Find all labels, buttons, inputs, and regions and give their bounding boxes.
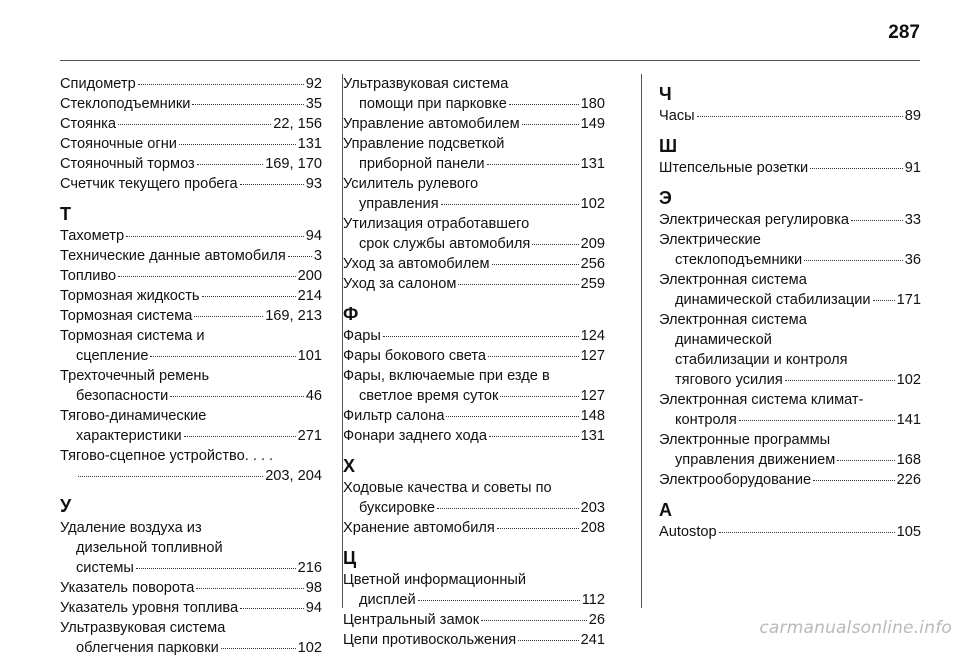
index-entry-line [343,114,605,134]
index-entry-line [60,286,322,306]
index-entry-line [343,154,605,174]
index-letter-heading: Ш [659,136,678,156]
index-entry [60,74,322,94]
index-entry-text: Фары, включаемые при езде в [343,368,550,384]
index-entry-page: 35 [305,96,322,112]
dot-leader [458,284,578,285]
index-entry-page: 93 [305,176,322,192]
index-entry [60,618,322,658]
dot-leader [804,260,903,261]
dot-leader [194,316,263,317]
index-entry-line [659,250,921,270]
watermark: carmanualsonline.info [759,618,952,638]
index-entry [60,286,322,306]
index-entry-page: 259 [580,276,605,292]
index-entry-text: стабилизации и контроля [675,352,848,368]
index-entry [60,226,322,246]
dot-leader [739,420,895,421]
index-entry [343,134,605,174]
dot-leader [221,648,296,649]
index-entry-term: Тормозная система [60,308,193,324]
index-entry-text: Электрические [659,232,761,248]
index-entry [343,114,605,134]
index-entry-term: характеристики [76,428,182,444]
index-entry-term: сцепление [76,348,149,364]
index-entry-page: 131 [580,156,605,172]
index-entry [60,598,322,618]
index-entry-page: 171 [896,292,921,308]
index-entry-term: динамической стабилизации [675,292,871,308]
index-entry-line [343,386,605,406]
index-entry-page: 241 [580,632,605,648]
dot-leader [288,256,312,257]
dot-leader [488,356,579,357]
index-entry-page: 89 [904,108,921,124]
index-entry-line [60,466,322,486]
index-entry [60,306,322,326]
dot-leader [136,568,296,569]
index-entry [343,570,605,610]
index-entry-term: Тахометр [60,228,125,244]
index-entry-line [60,386,322,406]
index-entry-term: Технические данные автомобиля [60,248,286,264]
index-entry-page: 105 [896,524,921,540]
dot-leader [489,436,579,437]
index-entry-term: контроля [675,412,737,428]
dot-leader [197,164,263,165]
dot-leader [184,436,296,437]
dot-leader [179,144,296,145]
index-entry [343,366,605,406]
index-entry [343,478,605,518]
index-entry-line [60,558,322,578]
index-entry-line [60,246,322,266]
index-entry [343,274,605,294]
index-entry-term: Электрооборудование [659,472,812,488]
index-entry [60,266,322,286]
index-entry-line [659,106,921,126]
index-entry-term: управления движением [675,452,836,468]
index-entry-page: 112 [581,592,605,608]
index-entry-text: Удаление воздуха из [60,520,202,536]
index-entry-term: Уход за салоном [343,276,457,292]
index-entry-line [60,174,322,194]
index-entry-line [659,158,921,178]
index-letter-heading: Т [60,204,71,224]
index-column-1 [60,74,322,658]
index-entry-term: тягового усилия [675,372,783,388]
index-entry [659,390,921,430]
index-entry [60,114,322,134]
index-entry [60,446,322,486]
dot-leader [785,380,895,381]
dot-leader [150,356,295,357]
index-entry-term: Уход за автомобилем [343,256,490,272]
index-entry-page: 124 [580,328,605,344]
index-entry-line [60,426,322,446]
dot-leader [481,620,587,621]
index-entry [659,310,921,390]
index-entry [343,214,605,254]
index-entry [659,158,921,178]
index-entry [60,326,322,366]
index-entry-page: 271 [297,428,322,444]
index-entry-text: Тормозная система и [60,328,205,344]
dot-leader [509,104,579,105]
index-entry-page: 26 [588,612,605,628]
index-entry [343,610,605,630]
index-entry-term: Указатель поворота [60,580,195,596]
index-entry [60,94,322,114]
index-entry-line [60,74,322,94]
index-entry-term: дисплей [359,592,416,608]
index-entry-page: 91 [904,160,921,176]
dot-leader [138,84,304,85]
index-entry [659,522,921,542]
dot-leader [383,336,579,337]
dot-leader [851,220,903,221]
index-entry-text: Электронная система [659,312,807,328]
index-entry-page: 203, 204 [265,468,322,484]
index-entry [60,518,322,578]
index-entry-page: 149 [580,116,605,132]
dot-leader [240,608,304,609]
index-entry-line [60,578,322,598]
index-entry-term: Autostop [659,524,717,540]
index-entry-line [659,470,921,490]
index-entry-page: 200 [297,268,322,284]
index-entry [343,518,605,538]
dot-leader [500,396,578,397]
dot-leader [810,168,903,169]
index-entry-term: Электрическая регулировка [659,212,849,228]
index-entry-page: 3 [313,248,322,264]
dot-leader [873,300,895,301]
index-entry-line [343,94,605,114]
index-entry-line [659,370,921,390]
index-entry-text: Управление подсветкой [343,136,505,152]
index-letter-heading: У [60,496,72,516]
index-entry-page: 92 [305,76,322,92]
index-entry-page: 22, 156 [273,116,322,132]
index-entry-term: Управление автомобилем [343,116,520,132]
index-entry-text: Тягово-динамические [60,408,207,424]
index-entry [659,270,921,310]
index-entry-page: 203 [580,500,605,516]
dot-leader [437,508,579,509]
index-entry [60,366,322,406]
index-entry-page: 168 [896,452,921,468]
index-entry-line [60,638,322,658]
index-entry-line [343,274,605,294]
dot-leader [118,276,295,277]
index-entry-page: 36 [904,252,921,268]
index-entry [60,406,322,446]
index-entry-line [60,266,322,286]
index-entry-page: 94 [305,600,322,616]
top-rule [60,60,920,61]
index-letter-heading: Ч [659,84,672,104]
index-entry-term: Указатель уровня топлива [60,600,239,616]
dot-leader [697,116,903,117]
dot-leader [196,588,303,589]
index-entry-page: 102 [297,640,322,656]
dot-leader [522,124,579,125]
index-entry-text: Утилизация отработавшего [343,216,530,232]
index-entry-term: светлое время суток [359,388,499,404]
index-entry-line [343,194,605,214]
index-entry-page: 209 [580,236,605,252]
index-entry-page: 214 [297,288,322,304]
index-entry-text: Ходовые качества и советы по [343,480,552,496]
index-entry [659,210,921,230]
index-entry-line [343,346,605,366]
index-entry [343,406,605,426]
dot-leader [126,236,304,237]
index-entry-line [659,290,921,310]
index-entry-line [60,346,322,366]
index-entry-line [343,518,605,538]
index-entry-term: стеклоподъемники [675,252,803,268]
index-entry-term: Часы [659,108,695,124]
dot-leader [518,640,579,641]
index-entry-term: помощи при парковке [359,96,507,112]
index-letter-heading: Э [659,188,672,208]
index-entry-line [343,234,605,254]
index-entry-text: Усилитель рулевого [343,176,479,192]
index-entry-term: буксировке [359,500,435,516]
index-column-3 [659,74,921,542]
index-entry-text: дизельной топливной [76,540,223,556]
index-entry-page: 94 [305,228,322,244]
index-column-2 [343,74,605,650]
index-entry [60,246,322,266]
index-entry-page: 98 [305,580,322,596]
index-entry-page: 256 [580,256,605,272]
index-entry-page: 102 [580,196,605,212]
index-entry-term: Стояночный тормоз [60,156,195,172]
dot-leader [813,480,895,481]
index-entry-term: Фонари заднего хода [343,428,487,444]
index-entry-term: Топливо [60,268,117,284]
index-entry-page: 141 [896,412,921,428]
dot-leader [202,296,296,297]
index-entry-term: системы [76,560,134,576]
dot-leader [441,204,579,205]
index-entry-term: Центральный замок [343,612,480,628]
index-entry-page: 169, 170 [265,156,322,172]
index-entry-text: динамической [675,332,772,348]
index-entry-text: Цветной информационный [343,572,527,588]
index-entry-line [60,306,322,326]
index-entry-line [343,426,605,446]
dot-leader [837,460,894,461]
index-entry-line [60,154,322,174]
index-entry-text: Тягово-сцепное устройство. . . . [60,448,274,464]
index-entry [659,106,921,126]
index-entry-term: Хранение автомобиля [343,520,495,536]
index-entry-term: облегчения парковки [76,640,219,656]
index-entry-page: 226 [896,472,921,488]
index-entry-term: Фары [343,328,381,344]
index-entry [343,254,605,274]
dot-leader [532,244,578,245]
index-entry-page: 180 [580,96,605,112]
index-entry-text: Электронная система климат- [659,392,864,408]
index-entry-line [343,590,605,610]
index-entry [343,326,605,346]
index-entry-page: 131 [580,428,605,444]
index-entry-term: Спидометр [60,76,136,92]
index-entry-term: безопасности [76,388,169,404]
index-entry [343,426,605,446]
index-entry [343,630,605,650]
index-entry-term: Тормозная жидкость [60,288,200,304]
index-entry-line [659,522,921,542]
index-entry-line [659,450,921,470]
index-entry-page: 33 [904,212,921,228]
index-entry-text: Ультразвуковая система [343,76,509,92]
dot-leader [719,532,895,533]
index-entry-page: 127 [580,388,605,404]
index-entry-term: Стеклоподъемники [60,96,191,112]
index-entry-line [60,598,322,618]
index-entry-line [343,498,605,518]
index-entry [343,174,605,214]
index-entry-page: 127 [580,348,605,364]
dot-leader [497,528,579,529]
dot-leader [78,476,263,477]
index-entry-page: 131 [297,136,322,152]
index-entry-text: Ультразвуковая система [60,620,226,636]
dot-leader [118,124,271,125]
dot-leader [487,164,579,165]
index-entry [60,578,322,598]
index-entry-text: Трехточечный ремень [60,368,210,384]
index-entry-line [343,630,605,650]
dot-leader [170,396,304,397]
dot-leader [192,104,303,105]
index-entry [60,134,322,154]
index-entry-page: 169, 213 [265,308,322,324]
index-entry-line [343,326,605,346]
index-entry-line [343,610,605,630]
dot-leader [492,264,579,265]
index-entry [343,74,605,114]
index-entry-page: 216 [297,560,322,576]
index-entry-term: Счетчик текущего пробега [60,176,238,192]
index-entry [659,470,921,490]
index-entry-page: 101 [297,348,322,364]
index-entry-line [659,410,921,430]
index-entry [659,230,921,270]
page-number: 287 [888,22,920,43]
index-entry-page: 102 [896,372,921,388]
index-entry-line [60,94,322,114]
index-entry-term: Стояночные огни [60,136,177,152]
index-entry-text: Электронные программы [659,432,831,448]
index-entry-page: 208 [580,520,605,536]
index-letter-heading: A [659,500,672,520]
index-entry-line [60,114,322,134]
index-entry-line [343,254,605,274]
index-entry-term: Штепсельные розетки [659,160,809,176]
index-letter-heading: Ц [343,548,357,568]
index-entry-page: 148 [580,408,605,424]
dot-leader [240,184,304,185]
index-entry-term: Цепи противоскольжения [343,632,517,648]
index-entry-line [60,134,322,154]
index-entry-page: 46 [305,388,322,404]
index-letter-heading: Ф [343,304,359,324]
index-entry-term: срок службы автомобиля [359,236,531,252]
index-entry [60,154,322,174]
index-entry-text: Электронная система [659,272,807,288]
index-entry-term: приборной панели [359,156,485,172]
index-entry-line [659,210,921,230]
index-entry-term: управления [359,196,439,212]
index-entry-term: Фары бокового света [343,348,487,364]
index-entry-term: Фильтр салона [343,408,445,424]
index-entry [343,346,605,366]
dot-leader [418,600,580,601]
index-entry-line [343,406,605,426]
index-letter-heading: Х [343,456,356,476]
index-entry-line [60,226,322,246]
index-entry [659,430,921,470]
index-entry-term: Стоянка [60,116,116,132]
dot-leader [446,416,578,417]
index-entry [60,174,322,194]
